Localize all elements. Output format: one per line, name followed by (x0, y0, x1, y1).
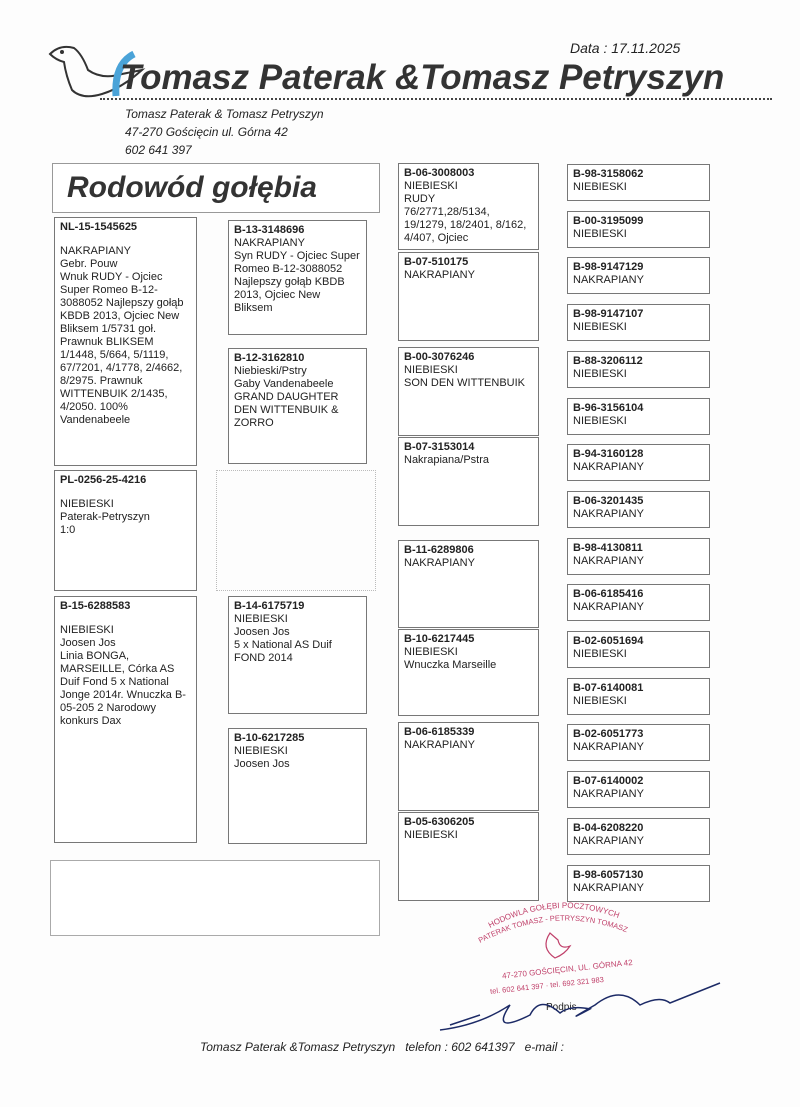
color: NIEBIESKI (234, 745, 288, 757)
stamp-middle-text: PATERAK TOMASZ - PETRYSZYN TOMASZ (476, 913, 630, 945)
gen4-box (567, 818, 710, 855)
address-line: 602 641 397 (125, 143, 192, 157)
color: NAKRAPIANY (573, 741, 644, 753)
stamp-top-text: HODOWLA GOŁĘBI POCZTOWYCH (486, 900, 621, 930)
gen3-box (398, 437, 539, 526)
color: Niebieski/Pstry (234, 365, 307, 377)
ring-number: B-07-510175 (404, 256, 469, 268)
address-line: Tomasz Paterak & Tomasz Petryszyn (125, 107, 324, 121)
breeder-address (125, 105, 324, 159)
color: NAKRAPIANY (573, 274, 644, 286)
color: NAKRAPIANY (60, 245, 131, 257)
color: NIEBIESKI (60, 498, 114, 510)
color: NAKRAPIANY (573, 555, 644, 567)
doc-title: Rodowód gołębia (67, 171, 317, 204)
gen4-box (567, 211, 710, 248)
gen4-box (567, 584, 710, 621)
description: RUDY (404, 193, 436, 205)
color: NAKRAPIANY (573, 508, 644, 520)
gen4-box (567, 444, 710, 481)
ring-number: B-07-6140002 (573, 775, 644, 787)
gen3-box (398, 540, 539, 628)
ring-number: B-06-6185339 (404, 726, 475, 738)
color: NIEBIESKI (234, 613, 288, 625)
gen4-box (567, 678, 710, 715)
color: NIEBIESKI (573, 695, 627, 707)
breeder: Gebr. Pouw (60, 258, 118, 270)
score: 1:0 (60, 524, 76, 536)
color: NIEBIESKI (404, 829, 458, 841)
description: GRAND DAUGHTER DEN WITTENBUIK & ZORRO (234, 391, 339, 429)
gen3-box (398, 722, 539, 811)
description: Joosen Jos (234, 626, 290, 638)
ring-number: B-00-3195099 (573, 215, 644, 227)
color: NAKRAPIANY (234, 237, 305, 249)
ring-number: B-00-3076246 (404, 351, 475, 363)
color: NAKRAPIANY (573, 788, 644, 800)
header-title: Tomasz Paterak &Tomasz Petryszyn (120, 58, 725, 97)
gen4-box (567, 491, 710, 528)
color: NIEBIESKI (404, 646, 458, 658)
gen4-box (567, 538, 710, 575)
description: Linia BONGA, MARSEILLE, Córka AS Duif Fond 5 x National Jonge 2014r. Wnuczka B-05-205 2 Narodowy konkurs Dax (60, 650, 186, 727)
signature (420, 975, 730, 1045)
ring-number: B-10-6217445 (404, 633, 475, 645)
doc-title-box (52, 163, 380, 213)
color: NAKRAPIANY (573, 882, 644, 894)
pigeon2-box (54, 470, 197, 591)
color: NAKRAPIANY (573, 835, 644, 847)
notes-box (50, 860, 380, 936)
gen3-box (398, 347, 539, 436)
color: Nakrapiana/Pstra (404, 454, 489, 466)
gen4-box (567, 351, 710, 388)
color: NIEBIESKI (404, 364, 458, 376)
gen4-box (567, 164, 710, 201)
gen3-box (398, 629, 539, 716)
ring-number: B-02-6051773 (573, 728, 644, 740)
ring-number: B-07-6140081 (573, 682, 644, 694)
breeder: Paterak-Petryszyn (60, 511, 150, 523)
description: Wnuczka Marseille (404, 659, 497, 671)
ring-number: B-98-9147107 (573, 308, 644, 320)
ring-number: B-98-9147129 (573, 261, 644, 273)
description: Syn RUDY - Ojciec Super Romeo B-12-3088052 Najlepszy gołąb KBDB 2013, Ojciec New Bliksem (234, 250, 360, 314)
color: NIEBIESKI (573, 181, 627, 193)
description: Joosen Jos (234, 758, 290, 770)
color: NIEBIESKI (573, 648, 627, 660)
ring-number: B-96-3156104 (573, 402, 644, 414)
color: NAKRAPIANY (573, 601, 644, 613)
dam-box (54, 596, 197, 843)
gen2-box (228, 728, 367, 844)
ring-number: B-05-6306205 (404, 816, 475, 828)
gen4-box (567, 398, 710, 435)
description: SON DEN WITTENBUIK (404, 377, 526, 389)
color: NAKRAPIANY (404, 557, 475, 569)
date: Data : 17.11.2025 (570, 40, 681, 56)
header-divider (100, 98, 772, 100)
ring-number: B-15-6288583 (60, 600, 131, 612)
ring-number: B-98-6057130 (573, 869, 644, 881)
description: 76/2771,28/5134, 19/1279, 18/2401, 8/162, 4/407, Ojciec (404, 206, 527, 244)
stamp-phones-text: tel. 602 641 397 · tel. 692 321 983 (489, 974, 605, 996)
gen4-box (567, 771, 710, 808)
ring-number: B-98-3158062 (573, 168, 644, 180)
gen4-box (567, 724, 710, 761)
address-line: 47-270 Gościęcin ul. Górna 42 (125, 125, 288, 139)
gen2-box (228, 348, 367, 464)
gen2-box (228, 596, 367, 714)
ring-number: B-06-3201435 (573, 495, 644, 507)
color: NIEBIESKI (573, 368, 627, 380)
stamp-dove-icon (546, 933, 570, 958)
ring-number: B-11-6289806 (404, 544, 474, 556)
ring-number: NL-15-1545625 (60, 221, 138, 233)
pigeon-box (54, 217, 197, 466)
signature-label: Podpis (546, 1002, 577, 1013)
ring-number: B-10-6217285 (234, 732, 305, 744)
ring-number: B-06-6185416 (573, 588, 644, 600)
ring-number: B-06-3008003 (404, 167, 475, 179)
ring-number: B-94-3160128 (573, 448, 644, 460)
gen4-box (567, 257, 710, 294)
ring-number: B-04-6208220 (573, 822, 644, 834)
gen4-box (567, 304, 710, 341)
stamp-bottom-text: 47-270 GOŚCIĘCIN, UL. GÓRNA 42 (501, 957, 634, 981)
color: NAKRAPIANY (573, 461, 644, 473)
ring-number: B-88-3206112 (573, 355, 643, 367)
description: 5 x National AS Duif FOND 2014 (234, 639, 332, 664)
ring-number: B-13-3148696 (234, 224, 305, 236)
ring-number: B-14-6175719 (234, 600, 305, 612)
gen2-box (228, 220, 367, 335)
color: NIEBIESKI (60, 624, 114, 636)
gen3-box (398, 252, 539, 341)
breeder: Joosen Jos (60, 637, 116, 649)
gen3-box (398, 163, 539, 250)
color: NIEBIESKI (404, 180, 458, 192)
color: NAKRAPIANY (404, 739, 475, 751)
description: Gaby Vandenabeele (234, 378, 334, 390)
color: NAKRAPIANY (404, 269, 475, 281)
gen4-box (567, 631, 710, 668)
ring-number: B-02-6051694 (573, 635, 644, 647)
ring-number: B-07-3153014 (404, 441, 475, 453)
footer: Tomasz Paterak &Tomasz Petryszyn telefon : 602 641397 e-mail : (200, 1040, 564, 1054)
ring-number: B-12-3162810 (234, 352, 305, 364)
ring-number: B-98-4130811 (573, 542, 643, 554)
color: NIEBIESKI (573, 415, 627, 427)
empty-box (216, 470, 376, 591)
color: NIEBIESKI (573, 321, 627, 333)
ring-number: PL-0256-25-4216 (60, 474, 147, 486)
color: NIEBIESKI (573, 228, 627, 240)
description: Wnuk RUDY - Ojciec Super Romeo B-12-3088052 Najlepszy gołąb KBDB 2013, Ojciec New Bliksem 1/5731 goł. Prawnuk BLIKSEM 1/1448, 5/664, 5/1119, 67/7201, 4/1778, 2/4662, 8/2975. Prawnuk WITTENBUIK 2/1435, 4/2050. 100% Vandenabeele (60, 271, 184, 426)
